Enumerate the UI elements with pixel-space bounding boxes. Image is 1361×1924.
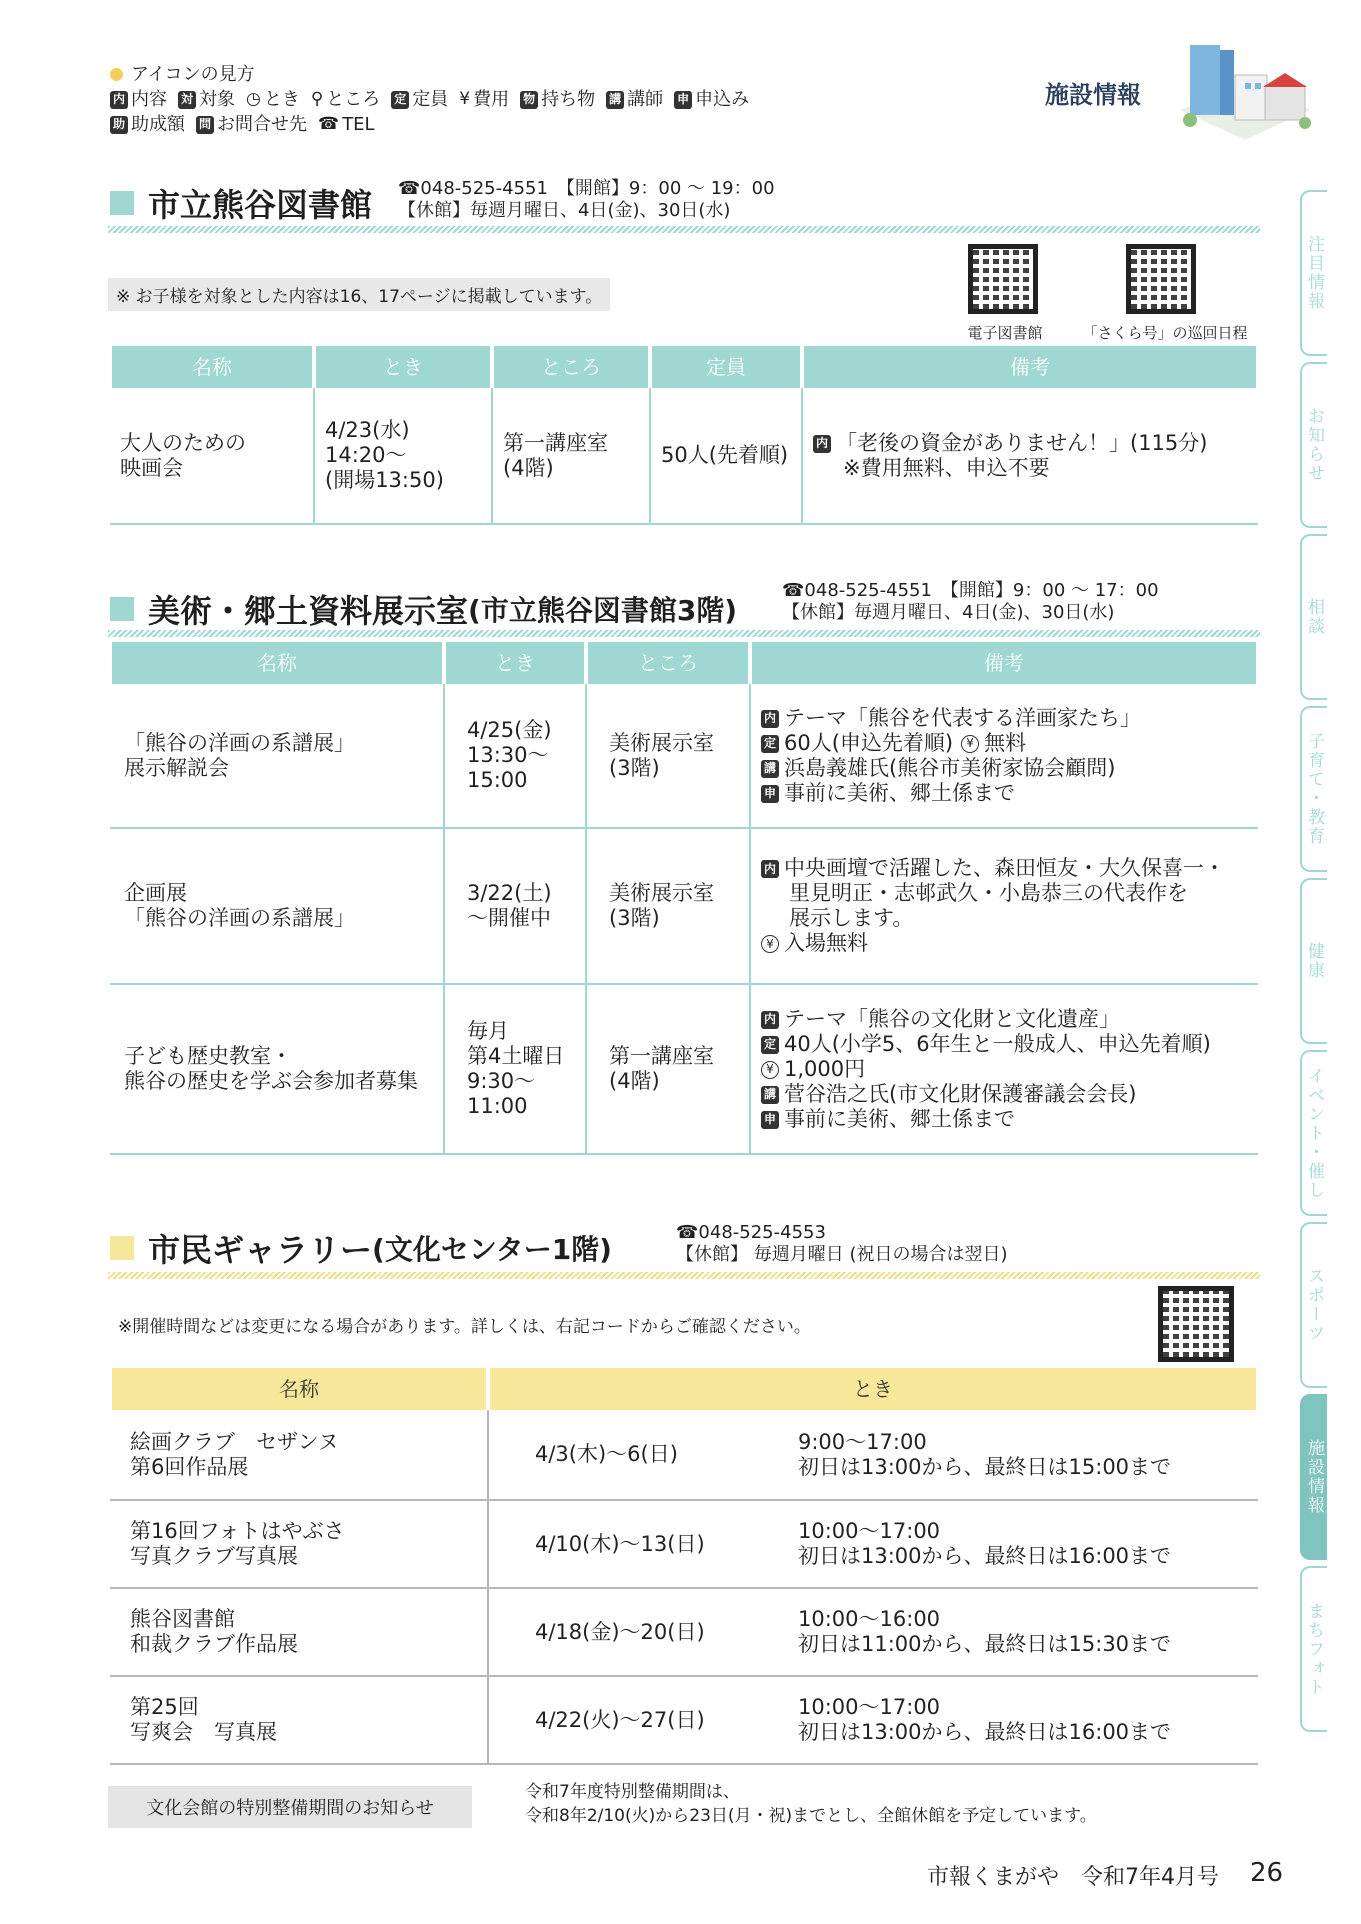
remark: テーマ「熊谷の文化財と文化遺産」: [784, 1006, 1120, 1031]
gallery-table: [108, 1368, 1260, 1765]
legend-icon: 物: [520, 91, 538, 109]
remark: 1,000円: [784, 1056, 866, 1081]
table-row: [110, 1410, 1258, 1500]
legend-icon: ◷: [246, 89, 261, 109]
side-tab[interactable]: 健康: [1300, 878, 1327, 1044]
event-detail: 初日は11:00から、最終日は15:30まで: [798, 1632, 1172, 1656]
legend-label: 内容: [131, 89, 167, 110]
content-icon: 内: [761, 710, 779, 728]
legend-label: 対象: [199, 89, 235, 110]
legend-label: とき: [263, 89, 300, 110]
qr-label: 電子図書館: [967, 324, 1043, 342]
apply-icon: 申: [761, 1111, 779, 1129]
col-header: とき: [488, 1368, 1258, 1410]
legend-item: [110, 87, 167, 112]
legend-icon: 内: [110, 91, 128, 109]
qr-e-library[interactable]: [968, 244, 1040, 314]
notice-text: 令和7年度特別整備期間は、: [525, 1782, 740, 1802]
side-tab[interactable]: スポーツ: [1300, 1222, 1327, 1388]
event-hours: 10:00～17:00: [798, 1695, 941, 1719]
museum-table: [108, 642, 1260, 1155]
side-tabs: [1300, 190, 1361, 1738]
legend-label: 持ち物: [541, 89, 596, 110]
fee-icon: ¥: [761, 935, 779, 953]
event-place: 第一講座室 (4階): [586, 984, 750, 1154]
event-detail: 初日は13:00から、最終日は16:00まで: [798, 1720, 1172, 1744]
remark: 菅谷浩之氏(市文化財保護審議会会長): [784, 1081, 1137, 1106]
event-hours: 9:00～17:00: [798, 1429, 927, 1454]
event-place: 美術展示室 (3階): [586, 684, 750, 828]
gallery-closed: 【休館】 毎週月曜日 (祝日の場合は翌日): [676, 1244, 1008, 1265]
remark: 中央画壇で活躍した、森田恒友・大久保喜一・: [784, 856, 1225, 880]
table-row: [110, 828, 1258, 984]
content-icon: 内: [761, 860, 779, 878]
buildings-illustration: [1170, 35, 1320, 145]
legend-title: アイコンの見方: [131, 64, 255, 85]
event-name: 大人のための 映画会: [110, 388, 314, 524]
gallery-name: 市民ギャラリー: [148, 1231, 373, 1269]
museum-tel: ☎048-525-4551 【開館】9：00 ～ 17：00: [782, 580, 1159, 601]
museum-sub: (市立熊谷図書館3階): [468, 594, 738, 627]
side-tab[interactable]: 注目情報: [1300, 190, 1327, 356]
legend-item: [110, 112, 185, 137]
col-header: とき: [444, 642, 586, 684]
event-name: 企画展 「熊谷の洋画の系譜展」: [110, 828, 444, 984]
museum-closed: 【休館】毎週月曜日、4日(金)、30日(水): [782, 602, 1115, 623]
col-header: 備考: [802, 346, 1258, 388]
content-icon: 内: [761, 1011, 779, 1029]
col-header: 名称: [110, 1368, 488, 1410]
legend-item: [391, 87, 448, 112]
remark: 60人(申込先着順): [784, 730, 954, 755]
remark: テーマ「熊谷を代表する洋画家たち」: [784, 705, 1141, 730]
event-time: 4/25(金) 13:30～ 15:00: [444, 684, 586, 828]
legend-item: [196, 112, 307, 137]
legend-icon: 対: [178, 91, 196, 109]
legend-item: [311, 87, 380, 112]
table-row: [110, 984, 1258, 1154]
legend-icon: 定: [391, 91, 409, 109]
col-header: ところ: [492, 346, 650, 388]
qr-label: 「さくら号」の巡回日程: [1082, 324, 1248, 342]
legend-item: [178, 87, 235, 112]
library-header: [110, 180, 372, 226]
event-date: 4/3(木)～6(日): [488, 1410, 788, 1500]
gallery-note: ※開催時間などは変更になる場合があります。詳しくは、右記コードからご確認ください。: [118, 1317, 811, 1337]
library-note: ※ お子様を対象とした内容は16、17ページに掲載しています。: [108, 278, 610, 311]
col-header: とき: [314, 346, 492, 388]
capacity-icon: 定: [761, 1036, 779, 1054]
remark: 展示します。: [789, 906, 914, 930]
event-hours: 10:00～17:00: [798, 1519, 941, 1543]
legend-label: 定員: [412, 89, 449, 110]
remark: 入場無料: [784, 931, 868, 955]
side-tab[interactable]: イベント・催し: [1300, 1050, 1327, 1216]
bullet-icon: [110, 68, 123, 81]
lecturer-icon: 講: [761, 760, 779, 778]
event-place: 第一講座室 (4階): [492, 388, 650, 524]
qr-code-icon: [1158, 1286, 1234, 1362]
qr-code-icon: [1126, 244, 1196, 314]
legend-items: [110, 87, 830, 137]
event-detail: 初日は13:00から、最終日は15:00まで: [798, 1454, 1172, 1479]
museum-header: [110, 586, 737, 632]
event-name: 第25回 写爽会 写真展: [110, 1676, 488, 1764]
divider: [108, 630, 1260, 637]
library-closed: 【休館】毎週月曜日、4日(金)、30日(水): [398, 200, 731, 221]
page-number: 26: [1250, 1858, 1284, 1888]
side-tab[interactable]: 施設情報: [1300, 1394, 1327, 1560]
side-tab[interactable]: まちフォト: [1300, 1566, 1327, 1732]
table-row: [110, 1676, 1258, 1764]
museum-name: 美術・郷土資料展示室: [148, 592, 469, 630]
col-header: ところ: [586, 642, 750, 684]
library-tel: ☎048-525-4551 【開館】9：00 ～ 19：00: [398, 178, 775, 199]
capacity-icon: 定: [761, 735, 779, 753]
remark: 無料: [984, 730, 1027, 755]
legend-icon: ⚲: [310, 89, 324, 109]
remark: 40人(小学5、6年生と一般成人、申込先着順): [784, 1031, 1211, 1056]
qr-sakura[interactable]: [1126, 244, 1198, 314]
legend-icon: 講: [606, 91, 624, 109]
legend-item: [246, 87, 300, 112]
col-header: 名称: [110, 346, 314, 388]
legend-label: 講師: [627, 89, 664, 110]
remark: 事前に美術、郷土係まで: [784, 1106, 1015, 1131]
section-title: 施設情報: [1045, 81, 1141, 109]
gallery-header: [110, 1225, 612, 1271]
legend-icon: ☎: [318, 114, 340, 134]
event-date: 4/10(木)～13(日): [488, 1500, 788, 1588]
side-tab[interactable]: 子育て・教育: [1300, 706, 1327, 872]
event-name: 「熊谷の洋画の系譜展」 展示解説会: [110, 684, 444, 828]
side-tab[interactable]: お知らせ: [1300, 362, 1327, 528]
event-name: 絵画クラブ セザンヌ 第6回作品展: [110, 1410, 488, 1500]
event-detail: 初日は13:00から、最終日は16:00まで: [798, 1544, 1172, 1568]
event-place: 美術展示室 (3階): [586, 828, 750, 984]
col-header: 備考: [750, 642, 1258, 684]
event-time: 3/22(土) ～開催中: [444, 828, 586, 984]
divider: [108, 226, 1260, 233]
table-row: [110, 1500, 1258, 1588]
event-date: 4/22(火)～27(日): [488, 1676, 788, 1764]
col-header: 定員: [650, 346, 802, 388]
legend-icon: 問: [196, 116, 214, 134]
remark: 里見明正・志邨武久・小島恭三の代表作を: [789, 881, 1188, 905]
qr-gallery[interactable]: [1158, 1286, 1236, 1362]
fee-icon: ¥: [761, 1061, 779, 1079]
legend-icon: 助: [110, 116, 128, 134]
gallery-tel: ☎048-525-4553: [676, 1222, 826, 1243]
divider: [108, 1272, 1260, 1279]
remark: 事前に美術、郷土係まで: [784, 780, 1015, 805]
event-time: 4/23(水) 14:20～ (開場13:50): [314, 388, 492, 524]
legend-label: TEL: [342, 114, 375, 135]
legend-item: [459, 87, 509, 112]
side-tab[interactable]: 相談: [1300, 534, 1327, 700]
lecturer-icon: 講: [761, 1086, 779, 1104]
legend-label: ところ: [326, 89, 381, 110]
notice-text: 令和8年2/10(火)から23日(月・祝)までとし、全館休館を予定しています。: [525, 1806, 1097, 1826]
notice-label: 文化会館の特別整備期間のお知らせ: [108, 1786, 472, 1828]
table-row: [110, 388, 1258, 524]
library-table: [108, 346, 1260, 525]
legend-item: [318, 112, 375, 137]
event-capacity: 50人(先着順): [650, 388, 802, 524]
legend-item: [520, 87, 595, 112]
col-header: 名称: [110, 642, 444, 684]
legend-item: [606, 87, 663, 112]
remark: ※費用無料、申込不要: [843, 455, 1050, 480]
legend-label: 助成額: [131, 114, 185, 135]
event-time: 毎月 第4土曜日 9:30～ 11:00: [444, 984, 586, 1154]
gallery-sub: (文化センター1階): [372, 1233, 612, 1266]
content-icon: 内: [813, 435, 831, 453]
event-name: 熊谷図書館 和裁クラブ作品展: [110, 1588, 488, 1676]
legend-label: お問合せ先: [217, 114, 307, 135]
legend-icon: ¥: [459, 89, 471, 109]
legend-item: [674, 87, 749, 112]
legend-label: 申込み: [695, 89, 750, 110]
event-name: 第16回フォトはやぶさ 写真クラブ写真展: [110, 1500, 488, 1588]
icon-legend: [110, 62, 830, 137]
apply-icon: 申: [761, 785, 779, 803]
fee-icon: ¥: [961, 735, 979, 753]
event-hours: 10:00～16:00: [798, 1607, 941, 1631]
legend-icon: 申: [674, 91, 692, 109]
table-row: [110, 1588, 1258, 1676]
remark: 「老後の資金がありません！」(115分): [836, 430, 1208, 455]
table-row: [110, 684, 1258, 828]
event-date: 4/18(金)～20(日): [488, 1588, 788, 1676]
event-name: 子ども歴史教室・ 熊谷の歴史を学ぶ会参加者募集: [110, 984, 444, 1154]
library-name: 市立熊谷図書館: [148, 186, 373, 224]
qr-code-icon: [968, 244, 1038, 314]
remark: 浜島義雄氏(熊谷市美術家協会顧問): [784, 755, 1116, 780]
footer-publication: 市報くまがや 令和7年4月号: [927, 1865, 1219, 1890]
legend-label: 費用: [473, 89, 510, 110]
